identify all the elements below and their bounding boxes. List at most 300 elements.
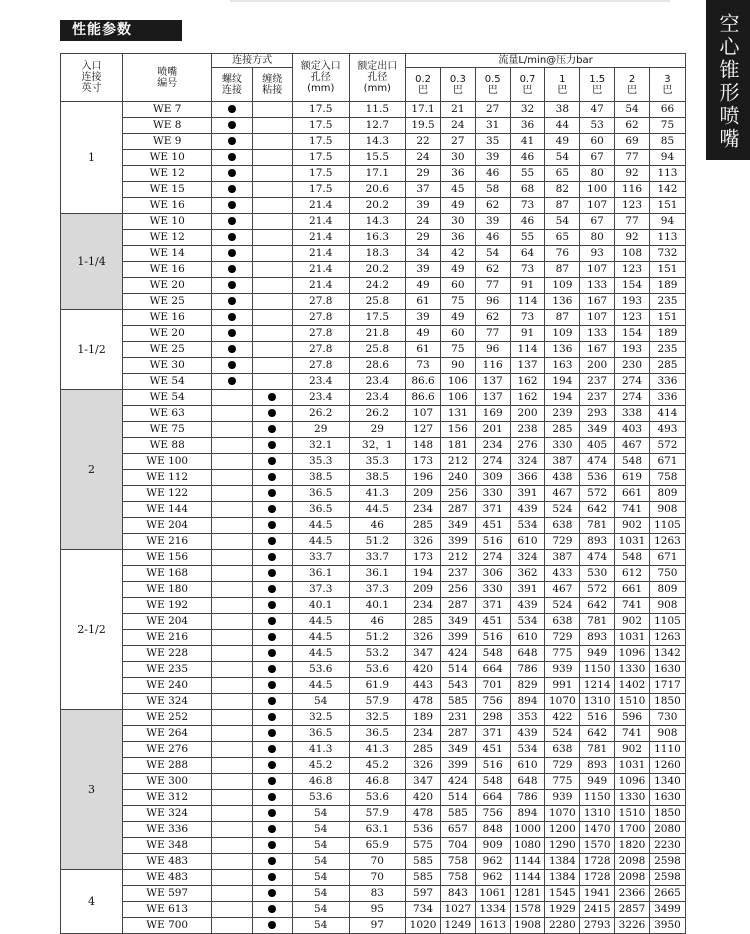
flow-cell: 809 [649,582,685,598]
flow-cell: 66 [649,102,685,118]
flow-cell: 235 [649,294,685,310]
flow-cell: 24 [406,150,441,166]
nozzle-model-cell: WE 235 [123,662,212,678]
flow-cell: 36 [440,230,475,246]
flow-cell: 902 [615,742,650,758]
outlet-dia-cell: 35.3 [349,454,406,470]
thread-connection-cell [212,534,252,550]
connection-dot-icon [228,153,236,161]
flow-cell: 234 [406,598,441,614]
connection-dot-icon [228,169,236,177]
inlet-dia-cell: 32.1 [292,438,349,454]
wrap-connection-cell [252,230,292,246]
flow-cell: 209 [406,582,441,598]
thread-connection-cell [212,326,252,342]
header-pressure: 2 巴 [615,68,650,102]
flow-cell: 49 [406,278,441,294]
flow-cell: 1144 [510,870,545,886]
header-pressure: 1 巴 [545,68,580,102]
flow-cell: 548 [475,774,510,790]
outlet-dia-cell: 40.1 [349,598,406,614]
inlet-dia-cell: 54 [292,854,349,870]
outlet-dia-cell: 46.8 [349,774,406,790]
thread-connection-cell [212,582,252,598]
thread-connection-cell [212,902,252,918]
flow-cell: 19.5 [406,118,441,134]
outlet-dia-cell: 32，1 [349,438,406,454]
connection-dot-icon [268,745,276,753]
flow-cell: 704 [440,838,475,854]
flow-cell: 87 [545,310,580,326]
connection-dot-icon [268,761,276,769]
flow-cell: 439 [510,726,545,742]
flow-cell: 285 [649,358,685,374]
flow-cell: 756 [475,694,510,710]
nozzle-model-cell: WE 63 [123,406,212,422]
flow-cell: 77 [615,150,650,166]
nozzle-model-cell: WE 8 [123,118,212,134]
flow-cell: 949 [580,774,615,790]
table-row [61,342,686,358]
flow-cell: 2415 [580,902,615,918]
flow-cell: 193 [615,294,650,310]
table-row [61,262,686,278]
connection-dot-icon [268,793,276,801]
flow-cell: 287 [440,726,475,742]
flow-cell: 1510 [615,806,650,822]
table-row [61,502,686,518]
flow-cell: 55 [510,166,545,182]
flow-cell: 349 [580,422,615,438]
flow-cell: 403 [615,422,650,438]
flow-cell: 1249 [440,918,475,934]
flow-cell: 77 [615,214,650,230]
flow-cell: 123 [615,310,650,326]
flow-cell: 151 [649,310,685,326]
thread-connection-cell [212,566,252,582]
outlet-dia-cell: 63.1 [349,822,406,838]
flow-cell: 2280 [545,918,580,934]
wrap-connection-cell [252,342,292,358]
outlet-dia-cell: 28.6 [349,358,406,374]
flow-cell: 642 [580,502,615,518]
flow-cell: 90 [440,358,475,374]
flow-cell: 80 [580,166,615,182]
inlet-size-cell: 2-1/2 [61,550,123,710]
inlet-dia-cell: 21.4 [292,214,349,230]
flow-cell: 21 [440,102,475,118]
table-row [61,438,686,454]
wrap-connection-cell [252,454,292,470]
nozzle-model-cell: WE 348 [123,838,212,854]
flow-cell: 38 [545,102,580,118]
flow-cell: 96 [475,342,510,358]
flow-cell: 169 [475,406,510,422]
table-row [61,134,686,150]
flow-cell: 2098 [615,870,650,886]
table-row [61,422,686,438]
flow-cell: 1728 [580,854,615,870]
inlet-dia-cell: 54 [292,886,349,902]
table-row [61,166,686,182]
nozzle-model-cell: WE 288 [123,758,212,774]
nozzle-model-cell: WE 10 [123,214,212,230]
outlet-dia-cell: 61.9 [349,678,406,694]
connection-dot-icon [268,649,276,657]
flow-cell: 775 [545,774,580,790]
inlet-dia-cell: 54 [292,806,349,822]
flow-cell: 107 [580,310,615,326]
flow-cell: 309 [475,470,510,486]
flow-cell: 55 [510,230,545,246]
header-pressure: 0.5 巴 [475,68,510,102]
wrap-connection-cell [252,918,292,934]
flow-cell: 1281 [510,886,545,902]
flow-cell: 347 [406,646,441,662]
flow-cell: 1263 [649,534,685,550]
flow-cell: 349 [440,518,475,534]
nozzle-model-cell: WE 300 [123,774,212,790]
nozzle-model-cell: WE 30 [123,358,212,374]
flow-cell: 451 [475,742,510,758]
flow-cell: 330 [545,438,580,454]
flow-cell: 60 [580,134,615,150]
flow-cell: 2098 [615,854,650,870]
flow-cell: 1000 [510,822,545,838]
flow-cell: 1144 [510,854,545,870]
flow-cell: 781 [580,518,615,534]
flow-cell: 173 [406,454,441,470]
header-wrapped: 缠绕 粘接 [252,68,292,102]
flow-cell: 73 [510,262,545,278]
table-row [61,582,686,598]
flow-cell: 894 [510,694,545,710]
inlet-dia-cell: 44.5 [292,614,349,630]
flow-cell: 908 [649,502,685,518]
connection-dot-icon [268,729,276,737]
flow-cell: 151 [649,198,685,214]
flow-cell: 387 [545,454,580,470]
flow-cell: 137 [475,374,510,390]
flow-cell: 200 [580,358,615,374]
inlet-dia-cell: 54 [292,918,349,934]
thread-connection-cell [212,502,252,518]
flow-cell: 156 [440,422,475,438]
inlet-dia-cell: 36.5 [292,486,349,502]
flow-cell: 524 [545,726,580,742]
flow-cell: 1096 [615,646,650,662]
thread-connection-cell [212,198,252,214]
outlet-dia-cell: 36.5 [349,726,406,742]
flow-cell: 22 [406,134,441,150]
outlet-dia-cell: 51.2 [349,630,406,646]
flow-cell: 1263 [649,630,685,646]
thread-connection-cell [212,742,252,758]
flow-cell: 1031 [615,534,650,550]
connection-dot-icon [268,409,276,417]
flow-cell: 108 [615,246,650,262]
thread-connection-cell [212,774,252,790]
nozzle-model-cell: WE 180 [123,582,212,598]
nozzle-model-cell: WE 15 [123,182,212,198]
inlet-dia-cell: 35.3 [292,454,349,470]
flow-cell: 536 [580,470,615,486]
flow-cell: 49 [406,326,441,342]
connection-dot-icon [268,857,276,865]
nozzle-model-cell: WE 228 [123,646,212,662]
flow-cell: 237 [440,566,475,582]
flow-cell: 516 [475,758,510,774]
table-row [61,598,686,614]
flow-cell: 610 [510,630,545,646]
inlet-dia-cell: 17.5 [292,118,349,134]
table-row [61,374,686,390]
inlet-dia-cell: 21.4 [292,278,349,294]
flow-cell: 75 [440,294,475,310]
flow-cell: 39 [406,310,441,326]
flow-cell: 701 [475,678,510,694]
wrap-connection-cell [252,422,292,438]
inlet-dia-cell: 37.3 [292,582,349,598]
table-row [61,230,686,246]
outlet-dia-cell: 46 [349,518,406,534]
flow-cell: 1340 [649,774,685,790]
connection-dot-icon [268,441,276,449]
wrap-connection-cell [252,326,292,342]
nozzle-model-cell: WE 324 [123,694,212,710]
thread-connection-cell [212,598,252,614]
flow-cell: 86.6 [406,390,441,406]
connection-dot-icon [228,217,236,225]
flow-cell: 610 [510,534,545,550]
wrap-connection-cell [252,854,292,870]
flow-cell: 100 [580,182,615,198]
flow-cell: 414 [649,406,685,422]
nozzle-model-cell: WE 204 [123,518,212,534]
table-row [61,758,686,774]
flow-cell: 193 [615,342,650,358]
outlet-dia-cell: 95 [349,902,406,918]
flow-cell: 648 [510,774,545,790]
inlet-dia-cell: 17.5 [292,182,349,198]
flow-cell: 194 [545,390,580,406]
flow-cell: 2793 [580,918,615,934]
inlet-dia-cell: 17.5 [292,134,349,150]
flow-cell: 543 [440,678,475,694]
nozzle-model-cell: WE 312 [123,790,212,806]
connection-dot-icon [268,585,276,593]
inlet-dia-cell: 21.4 [292,230,349,246]
flow-cell: 336 [649,374,685,390]
nozzle-model-cell: WE 75 [123,422,212,438]
flow-cell: 893 [580,758,615,774]
flow-cell: 163 [545,358,580,374]
flow-cell: 338 [615,406,650,422]
flow-cell: 62 [475,198,510,214]
header-connection: 连接方式 [212,54,293,68]
flow-cell: 371 [475,726,510,742]
thread-connection-cell [212,310,252,326]
flow-cell: 24 [440,118,475,134]
thread-connection-cell [212,662,252,678]
nozzle-model-cell: WE 20 [123,278,212,294]
inlet-dia-cell: 36.1 [292,566,349,582]
flow-cell: 642 [580,726,615,742]
wrap-connection-cell [252,582,292,598]
thread-connection-cell [212,678,252,694]
outlet-dia-cell: 36.1 [349,566,406,582]
thread-connection-cell [212,342,252,358]
flow-cell: 474 [580,454,615,470]
header-pressure: 0.7 巴 [510,68,545,102]
wrap-connection-cell [252,374,292,390]
wrap-connection-cell [252,694,292,710]
inlet-dia-cell: 53.6 [292,790,349,806]
connection-dot-icon [228,345,236,353]
connection-dot-icon [268,473,276,481]
flow-cell: 424 [440,646,475,662]
flow-cell: 671 [649,550,685,566]
inlet-dia-cell: 33.7 [292,550,349,566]
flow-cell: 49 [545,134,580,150]
nozzle-model-cell: WE 483 [123,870,212,886]
inlet-dia-cell: 44.5 [292,646,349,662]
flow-cell: 1342 [649,646,685,662]
flow-cell: 35 [475,134,510,150]
flow-cell: 196 [406,470,441,486]
flow-cell: 536 [406,822,441,838]
performance-table [60,53,686,934]
flow-cell: 2598 [649,870,685,886]
nozzle-model-cell: WE 216 [123,630,212,646]
inlet-dia-cell: 46.8 [292,774,349,790]
connection-dot-icon [268,425,276,433]
flow-cell: 87 [545,198,580,214]
flow-cell: 671 [649,454,685,470]
flow-cell: 92 [615,166,650,182]
flow-cell: 324 [510,454,545,470]
connection-dot-icon [268,617,276,625]
flow-cell: 638 [545,742,580,758]
table-row [61,278,686,294]
flow-cell: 786 [510,790,545,806]
nozzle-model-cell: WE 324 [123,806,212,822]
outlet-dia-cell: 46 [349,614,406,630]
nozzle-model-cell: WE 192 [123,598,212,614]
outlet-dia-cell: 23.4 [349,390,406,406]
outlet-dia-cell: 53.2 [349,646,406,662]
inlet-dia-cell: 17.5 [292,166,349,182]
wrap-connection-cell [252,358,292,374]
outlet-dia-cell: 11.5 [349,102,406,118]
flow-cell: 137 [475,390,510,406]
flow-cell: 17.1 [406,102,441,118]
outlet-dia-cell: 53.6 [349,790,406,806]
table-row [61,150,686,166]
table-row [61,406,686,422]
table-row [61,518,686,534]
flow-cell: 1470 [580,822,615,838]
outlet-dia-cell: 38.5 [349,470,406,486]
flow-cell: 336 [649,390,685,406]
flow-cell: 729 [545,534,580,550]
flow-cell: 107 [406,406,441,422]
header-pressure: 0.2 巴 [406,68,441,102]
nozzle-model-cell: WE 100 [123,454,212,470]
inlet-dia-cell: 44.5 [292,534,349,550]
flow-cell: 638 [545,614,580,630]
inlet-dia-cell: 44.5 [292,678,349,694]
flow-cell: 73 [510,310,545,326]
flow-cell: 91 [510,278,545,294]
wrap-connection-cell [252,438,292,454]
nozzle-model-cell: WE 54 [123,374,212,390]
nozzle-model-cell: WE 20 [123,326,212,342]
flow-cell: 2230 [649,838,685,854]
flow-cell: 467 [545,582,580,598]
flow-cell: 516 [580,710,615,726]
connection-dot-icon [228,281,236,289]
flow-cell: 209 [406,486,441,502]
flow-cell: 478 [406,694,441,710]
flow-cell: 77 [475,326,510,342]
flow-cell: 439 [510,598,545,614]
wrap-connection-cell [252,262,292,278]
flow-cell: 1150 [580,662,615,678]
outlet-dia-cell: 20.6 [349,182,406,198]
flow-cell: 73 [510,198,545,214]
flow-cell: 41 [510,134,545,150]
thread-connection-cell [212,278,252,294]
flow-cell: 61 [406,342,441,358]
flow-cell: 534 [510,742,545,758]
flow-cell: 597 [406,886,441,902]
thread-connection-cell [212,214,252,230]
flow-cell: 106 [440,374,475,390]
connection-dot-icon [228,201,236,209]
thread-connection-cell [212,118,252,134]
flow-cell: 2598 [649,854,685,870]
flow-cell: 235 [649,342,685,358]
thread-connection-cell [212,518,252,534]
flow-cell: 939 [545,790,580,806]
nozzle-model-cell: WE 700 [123,918,212,934]
outlet-dia-cell: 17.1 [349,166,406,182]
flow-cell: 39 [406,198,441,214]
thread-connection-cell [212,150,252,166]
thread-connection-cell [212,694,252,710]
flow-cell: 908 [649,726,685,742]
flow-cell: 493 [649,422,685,438]
flow-cell: 285 [545,422,580,438]
flow-cell: 420 [406,790,441,806]
flow-cell: 133 [580,326,615,342]
flow-cell: 230 [615,358,650,374]
thread-connection-cell [212,918,252,934]
table-row [61,678,686,694]
flow-cell: 46 [475,230,510,246]
nozzle-model-cell: WE 240 [123,678,212,694]
flow-cell: 347 [406,774,441,790]
wrap-connection-cell [252,678,292,694]
flow-cell: 31 [475,118,510,134]
flow-cell: 1214 [580,678,615,694]
flow-cell: 36 [440,166,475,182]
wrap-connection-cell [252,550,292,566]
flow-cell: 86.6 [406,374,441,390]
flow-cell: 1850 [649,694,685,710]
nozzle-model-cell: WE 88 [123,438,212,454]
